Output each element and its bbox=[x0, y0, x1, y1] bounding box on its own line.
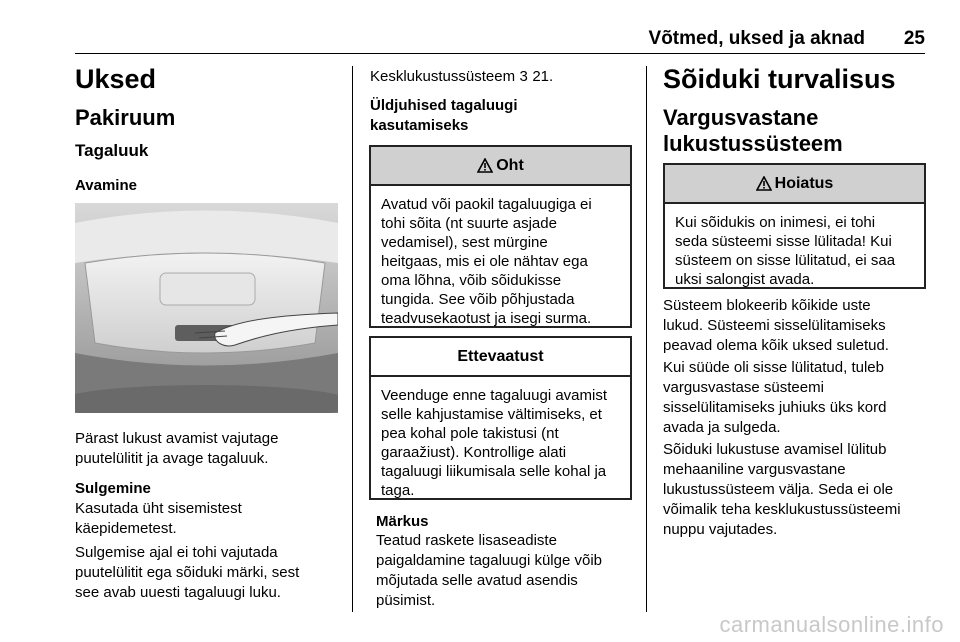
text-line: garaažiust). Kontrollige alati bbox=[381, 444, 567, 461]
heading-closing: Sulgemine bbox=[75, 480, 151, 497]
heading-line: Vargusvastane bbox=[663, 105, 819, 130]
danger-title: Oht bbox=[496, 156, 524, 174]
section-title: Võtmed, uksed ja aknad bbox=[648, 28, 865, 49]
tailgate-photo bbox=[75, 203, 338, 413]
tailgate-illustration bbox=[75, 203, 338, 413]
text-line: mõjutada selle avatud asendis bbox=[376, 572, 578, 589]
text-line: mehaaniline vargusvastane bbox=[663, 461, 846, 478]
text-line: heitgaas, mis ei ole nähtav ega bbox=[381, 253, 588, 270]
page-number: 25 bbox=[903, 28, 925, 49]
text-line: Sõiduki lukustuse avamisel lülitub bbox=[663, 441, 887, 458]
text-line: vargusvastase süsteemi bbox=[663, 379, 824, 396]
heading-vehicle-security: Sõiduki turvalisus bbox=[663, 64, 896, 94]
reference-arrow-icon: 3 bbox=[519, 68, 528, 85]
text-line: taga. bbox=[381, 482, 415, 499]
text-line: tungida. See võib põhjustada bbox=[381, 291, 575, 308]
heading-line: lukustussüsteem bbox=[663, 131, 843, 156]
text-line: puutelülitit ega sõiduki märki, sest bbox=[75, 564, 300, 581]
text-line: süsteem on sisse lülitatud, ei saa bbox=[675, 252, 896, 269]
paragraph-closing-1 bbox=[75, 499, 337, 539]
cross-reference bbox=[370, 67, 632, 87]
text-line: pea kohal pole takistusi (nt bbox=[381, 425, 559, 442]
heading-opening: Avamine bbox=[75, 177, 137, 194]
warning-triangle-icon bbox=[477, 158, 493, 173]
caution-box bbox=[369, 336, 632, 500]
danger-box bbox=[369, 145, 632, 328]
watermark: carmanualsonline.info bbox=[719, 612, 944, 637]
text-line: lukud. Süsteemi sisselülitamiseks bbox=[663, 317, 886, 334]
text-line: paigaldamine tagaluugi külge võib bbox=[376, 552, 602, 569]
text-line: sisselülitamiseks juhiuks üks kord bbox=[663, 399, 887, 416]
warning-triangle-icon bbox=[756, 176, 772, 191]
danger-body bbox=[371, 186, 630, 328]
heading-line: kasutamiseks bbox=[370, 117, 469, 134]
paragraph-system-3 bbox=[663, 440, 925, 540]
heading-doors: Uksed bbox=[75, 64, 157, 94]
paragraph-system-1 bbox=[663, 296, 925, 356]
text-line: Pärast lukust avamist vajutage bbox=[75, 430, 279, 447]
paragraph-opening bbox=[75, 429, 337, 469]
text-line: tagaluugi liikumisala selle kohal ja bbox=[381, 463, 607, 480]
heading-antitheft-system bbox=[663, 105, 925, 157]
text-line: seda süsteemi sisse lülitada! Kui bbox=[675, 233, 892, 250]
text-line: Veenduge enne tagaluugi avamist bbox=[381, 387, 608, 404]
danger-box-header bbox=[371, 147, 630, 186]
heading-line: Üldjuhised tagaluugi bbox=[370, 97, 518, 114]
text-line: selle kahjustamise vältimiseks, et bbox=[381, 406, 602, 423]
text-line: vedamisel), sest mürgine bbox=[381, 234, 548, 251]
warning-box-header bbox=[665, 165, 924, 204]
text-line: lukustussüsteem välja. Seda ei ole bbox=[663, 481, 894, 498]
reference-text: Kesklukustussüsteem bbox=[370, 68, 516, 85]
text-line: püsimist. bbox=[376, 592, 436, 609]
note-title: Märkus bbox=[376, 513, 429, 530]
text-line: avada ja sulgeda. bbox=[663, 419, 781, 436]
text-line: tohi sõita (nt suurte asjade bbox=[381, 215, 557, 232]
text-line: Süsteem blokeerib kõikide uste bbox=[663, 297, 871, 314]
warning-body bbox=[665, 204, 924, 289]
text-line: Avatud või paokil tagaluugiga ei bbox=[381, 196, 592, 213]
note-body bbox=[376, 531, 638, 611]
text-line: Kui süüde oli sisse lülitatud, tuleb bbox=[663, 359, 884, 376]
caution-body bbox=[371, 377, 630, 500]
warning-box bbox=[663, 163, 926, 289]
text-line: see avab uuesti tagaluugi luku. bbox=[75, 584, 281, 601]
caution-title: Ettevaatust bbox=[457, 347, 544, 365]
heading-general-instructions bbox=[370, 96, 632, 136]
text-line: Teatud raskete lisaseadiste bbox=[376, 532, 557, 549]
text-line: Kasutada üht sisemistest bbox=[75, 500, 242, 517]
warning-title: Hoiatus bbox=[774, 174, 834, 192]
heading-luggage: Pakiruum bbox=[75, 105, 176, 130]
paragraph-closing-2 bbox=[75, 543, 337, 603]
text-line: puutelülitit ja avage tagaluuk. bbox=[75, 450, 269, 467]
text-line: võimalik teha kesklukustussüsteemi bbox=[663, 501, 901, 518]
text-line: nuppu vajutades. bbox=[663, 521, 778, 538]
text-line: uksi salongist avada. bbox=[675, 271, 815, 288]
text-line: Sulgemise ajal ei tohi vajutada bbox=[75, 544, 278, 561]
paragraph-system-2 bbox=[663, 358, 925, 438]
column-divider-1 bbox=[352, 66, 353, 612]
text-line: käepidemetest. bbox=[75, 520, 177, 537]
reference-page: 21. bbox=[532, 68, 554, 85]
header-rule bbox=[75, 53, 925, 54]
text-line: teadvusekaotust ja isegi surma. bbox=[381, 310, 592, 327]
text-line: Kui sõidukis on inimesi, ei tohi bbox=[675, 214, 876, 231]
heading-tailgate: Tagaluuk bbox=[75, 141, 149, 160]
caution-box-header bbox=[371, 338, 630, 377]
text-line: peavad olema kõik uksed suletud. bbox=[663, 337, 889, 354]
text-line: oma lõhna, võib sõidukisse bbox=[381, 272, 562, 289]
column-divider-2 bbox=[646, 66, 647, 612]
